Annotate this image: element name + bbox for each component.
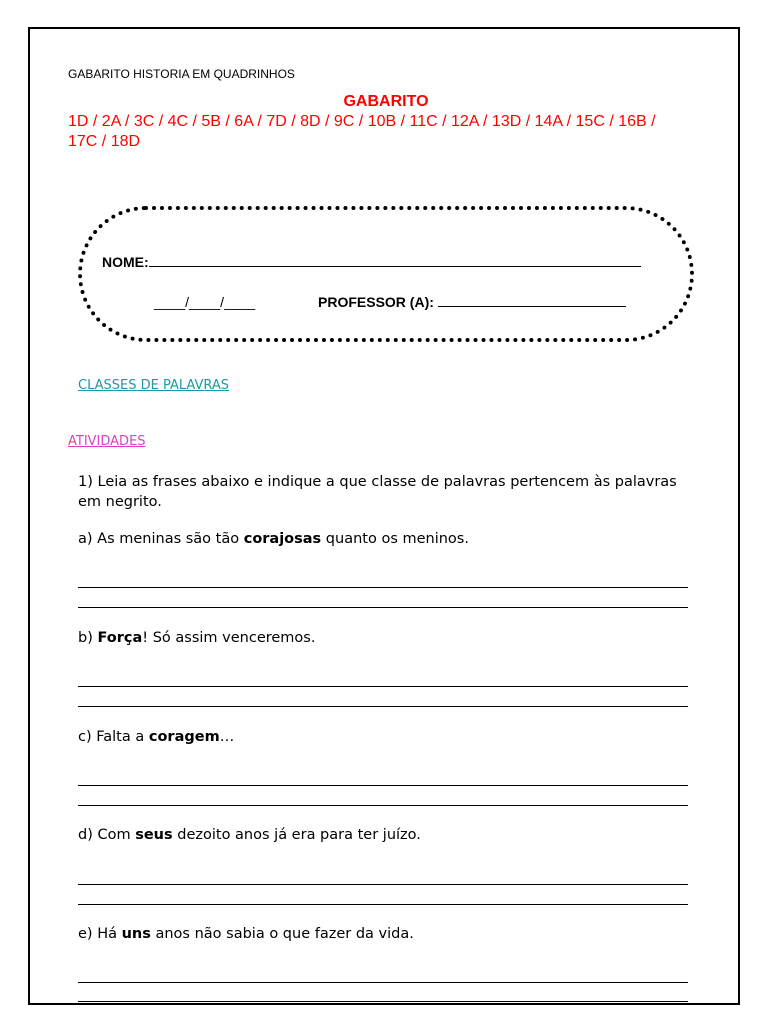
teacher-field[interactable] [318, 294, 626, 310]
name-blank[interactable] [149, 266, 641, 267]
item-b: b) Força! Só assim venceremos. [78, 630, 316, 646]
worksheet-page [28, 27, 740, 1005]
answer-line[interactable] [78, 587, 688, 588]
answer-key-title: GABARITO [343, 93, 429, 110]
question-prompt: 1) Leia as frases abaixo e indique a que classe de palavras pertencem às palavras em negrito. [78, 474, 677, 510]
item-a: a) As meninas são tão corajosas quanto os meninos. [78, 531, 469, 547]
answer-line[interactable] [78, 982, 688, 983]
answer-line[interactable] [78, 607, 688, 608]
answer-line[interactable] [78, 1001, 688, 1002]
student-id-box [78, 206, 694, 342]
name-field[interactable] [102, 254, 641, 270]
name-label: NOME: [102, 254, 149, 270]
answer-line[interactable] [78, 904, 688, 905]
answer-key-list: 1D / 2A / 3C / 4C / 5B / 6A / 7D / 8D / 9C / 10B / 11C / 12A / 13D / 14A / 15C / 16B / 17C / 18D [68, 113, 656, 150]
answer-line[interactable] [78, 706, 688, 707]
item-c: c) Falta a coragem… [78, 729, 235, 745]
answer-line[interactable] [78, 785, 688, 786]
item-e: e) Há uns anos não sabia o que fazer da vida. [78, 926, 414, 942]
date-field[interactable]: ____/____/____ [154, 294, 256, 310]
teacher-label: PROFESSOR (A): [318, 294, 434, 310]
item-d: d) Com seus dezoito anos já era para ter juízo. [78, 827, 421, 843]
answer-line[interactable] [78, 805, 688, 806]
document-header: GABARITO HISTORIA EM QUADRINHOS [68, 67, 295, 81]
activities-link[interactable]: ATIVIDADES [68, 434, 146, 449]
answer-line[interactable] [78, 884, 688, 885]
classes-link[interactable]: CLASSES DE PALAVRAS [78, 378, 230, 393]
answer-line[interactable] [78, 686, 688, 687]
teacher-blank[interactable] [438, 306, 626, 307]
